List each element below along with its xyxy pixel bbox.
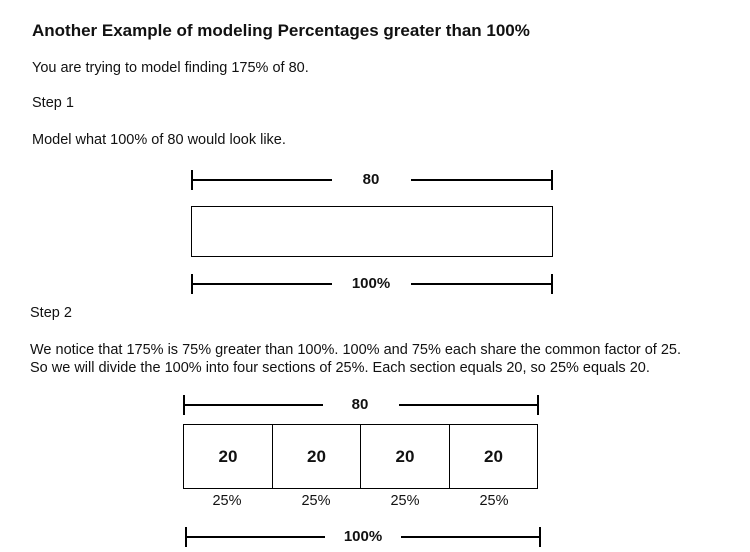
bracket-right-line <box>411 179 553 181</box>
step1-heading: Step 1 <box>32 95 74 111</box>
bracket-right-cap <box>537 395 539 415</box>
segment-percent-label: 25% <box>479 493 509 509</box>
bracket-right-line <box>399 404 539 406</box>
step1-model-bar <box>191 206 553 257</box>
segment-percent-label: 25% <box>390 493 420 509</box>
bracket-left-line <box>185 536 325 538</box>
bracket-right-line <box>401 536 541 538</box>
segment-box: 20 <box>449 424 538 489</box>
bracket-right-line <box>411 283 553 285</box>
page-title: Another Example of modeling Percentages greater than 100% <box>32 21 530 40</box>
step1-top-label: 80 <box>362 171 380 188</box>
step2-top-bracket <box>183 395 539 415</box>
bracket-left-line <box>183 404 323 406</box>
segment-box: 20 <box>272 424 361 489</box>
step1-top-bracket <box>191 170 553 190</box>
bracket-right-cap <box>539 527 541 547</box>
step1-text: Model what 100% of 80 would look like. <box>32 132 286 148</box>
bracket-left-line <box>191 179 332 181</box>
bracket-right-cap <box>551 274 553 294</box>
bracket-right-cap <box>551 170 553 190</box>
bracket-left-line <box>191 283 332 285</box>
step1-bottom-bracket <box>191 274 553 294</box>
segment-percent-label: 25% <box>301 493 331 509</box>
segment-box: 20 <box>183 424 273 489</box>
intro-text: You are trying to model finding 175% of 80. <box>32 60 309 76</box>
step2-bottom-label: 100% <box>343 528 383 545</box>
segment-percent-label: 25% <box>212 493 242 509</box>
step2-text-line1: We notice that 175% is 75% greater than 100%. 100% and 75% each share the common factor of 25. <box>30 342 682 358</box>
step2-top-label: 80 <box>351 396 369 413</box>
step2-text-line2: So we will divide the 100% into four sections of 25%. Each section equals 20, so 25% equals 20. <box>30 360 650 376</box>
segment-box: 20 <box>360 424 450 489</box>
step2-bottom-bracket <box>185 527 541 547</box>
step1-bottom-label: 100% <box>351 275 391 292</box>
step2-heading: Step 2 <box>30 305 72 321</box>
